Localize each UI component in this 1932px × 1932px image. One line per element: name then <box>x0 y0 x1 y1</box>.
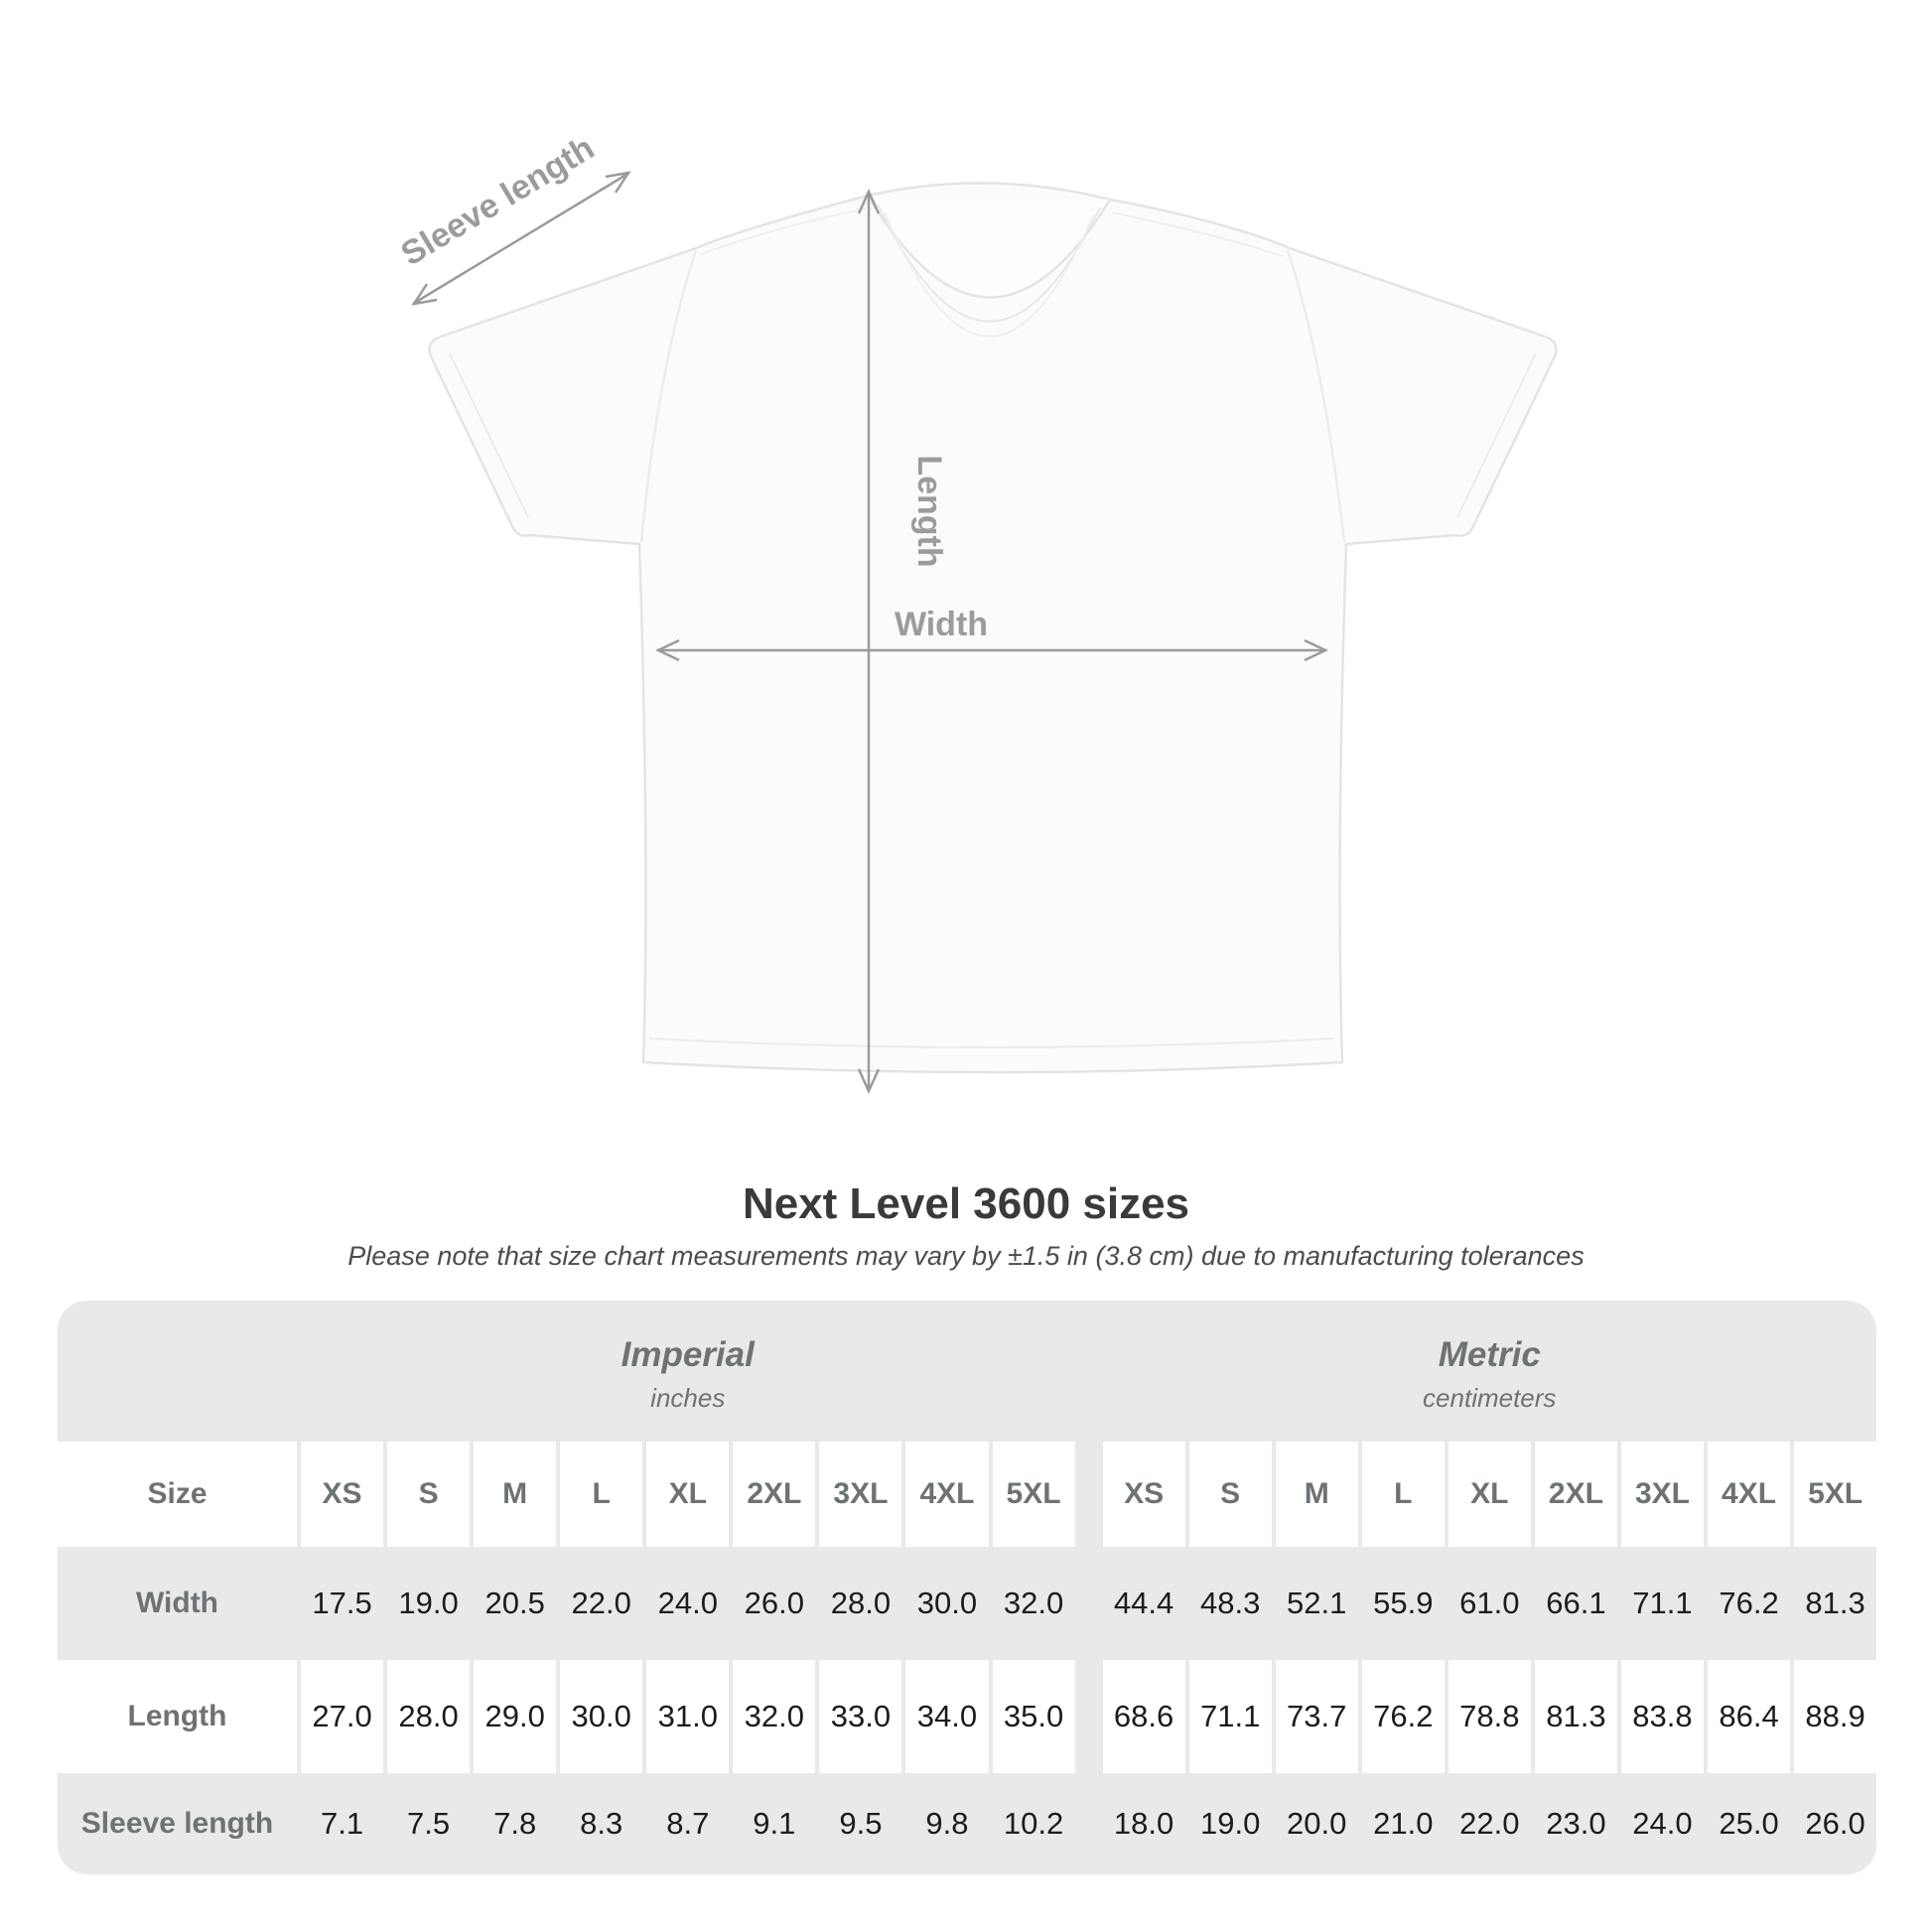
size-col-header: 4XL <box>905 1442 988 1547</box>
measurement-cell: 61.0 <box>1459 1586 1520 1620</box>
measurement-cell: 86.4 <box>1708 1660 1790 1773</box>
size-chart-table <box>58 1301 1876 1874</box>
measurement-cell: 48.3 <box>1199 1586 1261 1620</box>
measurement-cell: 7.5 <box>407 1806 451 1841</box>
size-col-header: S <box>1189 1442 1272 1547</box>
measurement-cell: 28.0 <box>830 1586 892 1620</box>
measurement-cell: 25.0 <box>1719 1806 1779 1841</box>
size-col-header: 2XL <box>733 1442 815 1547</box>
measurement-cell: 20.0 <box>1287 1806 1347 1841</box>
metric-header-unit: centimeters <box>1423 1382 1557 1413</box>
size-col-header: XS <box>1103 1442 1185 1547</box>
measurement-cell: 9.5 <box>839 1806 883 1841</box>
measurement-cell: 27.0 <box>301 1660 383 1773</box>
size-col-header: 3XL <box>819 1442 901 1547</box>
size-col-header: XS <box>301 1442 383 1547</box>
measurement-cell: 34.0 <box>905 1660 988 1773</box>
group-gap <box>1079 1773 1099 1874</box>
group-gap <box>1079 1301 1099 1442</box>
measurement-cell: 7.1 <box>320 1806 364 1841</box>
measurement-cell: 18.0 <box>1113 1806 1174 1841</box>
imperial-header-name: Imperial <box>621 1334 755 1374</box>
size-col-header: L <box>560 1442 642 1547</box>
size-col-header: 2XL <box>1535 1442 1617 1547</box>
measurement-cell: 26.0 <box>744 1586 805 1620</box>
measurement-cell: 78.8 <box>1449 1660 1531 1773</box>
sleeve-length-label: Sleeve length <box>394 128 602 274</box>
row-label: Sleeve length <box>80 1807 274 1840</box>
size-col-header: M <box>474 1442 556 1547</box>
imperial-header <box>301 1301 1075 1442</box>
measurement-cell: 33.0 <box>819 1660 901 1773</box>
measurement-cell: 23.0 <box>1546 1806 1606 1841</box>
size-col-header: XL <box>1449 1442 1531 1547</box>
length-row <box>58 1660 1876 1773</box>
measurement-cell: 17.5 <box>312 1586 372 1620</box>
measurement-cell: 7.8 <box>493 1806 537 1841</box>
row-label: Width <box>135 1587 219 1619</box>
measurement-cell: 55.9 <box>1373 1586 1434 1620</box>
measurement-cell: 32.0 <box>1003 1586 1064 1620</box>
measurement-cell: 22.0 <box>1459 1806 1520 1841</box>
group-gap <box>1079 1547 1099 1660</box>
measurement-cell: 29.0 <box>474 1660 556 1773</box>
size-col-header: S <box>387 1442 470 1547</box>
measurement-cell: 52.1 <box>1287 1586 1347 1620</box>
measurement-cell: 31.0 <box>646 1660 729 1773</box>
measurement-cell: 24.0 <box>657 1586 718 1620</box>
size-col-header: M <box>1276 1442 1358 1547</box>
row-label: Size <box>58 1442 297 1547</box>
imperial-header-unit: inches <box>650 1382 726 1413</box>
measurement-cell: 19.0 <box>398 1586 459 1620</box>
measurement-cell: 9.8 <box>925 1806 969 1841</box>
size-col-header: 5XL <box>1794 1442 1876 1547</box>
measurement-cell: 88.9 <box>1794 1660 1876 1773</box>
measurement-cell: 32.0 <box>733 1660 815 1773</box>
measurement-cell: 73.7 <box>1276 1660 1358 1773</box>
measurement-cell: 19.0 <box>1199 1806 1261 1841</box>
unit-header-row <box>58 1301 1876 1442</box>
group-gap <box>1079 1442 1099 1547</box>
tshirt-outline <box>430 183 1557 1072</box>
page-title: Next Level 3600 sizes <box>742 1179 1190 1228</box>
unit-header-spacer <box>58 1301 297 1442</box>
length-label: Length <box>910 455 948 568</box>
tolerance-note: Please note that size chart measurements may vary by ±1.5 in (3.8 cm) due to manufacturing tolerances <box>347 1241 1585 1271</box>
width-row <box>58 1547 1876 1660</box>
size-header-row <box>58 1442 1876 1547</box>
measurement-cell: 28.0 <box>387 1660 470 1773</box>
measurement-cell: 22.0 <box>571 1586 631 1620</box>
measurement-cell: 10.2 <box>1003 1806 1064 1841</box>
measurement-cell: 8.3 <box>580 1806 623 1841</box>
measurement-cell: 71.1 <box>1189 1660 1272 1773</box>
measurement-cell: 30.0 <box>560 1660 642 1773</box>
measurement-cell: 81.3 <box>1805 1586 1865 1620</box>
measurement-cell: 71.1 <box>1632 1586 1693 1620</box>
measurement-cell: 76.2 <box>1719 1586 1779 1620</box>
metric-header <box>1103 1301 1877 1442</box>
size-col-header: 5XL <box>993 1442 1075 1547</box>
measurement-cell: 44.4 <box>1113 1586 1174 1620</box>
measurement-cell: 83.8 <box>1621 1660 1704 1773</box>
size-col-header: 4XL <box>1708 1442 1790 1547</box>
measurement-cell: 35.0 <box>993 1660 1075 1773</box>
measurement-cell: 24.0 <box>1632 1806 1693 1841</box>
measurement-cell: 26.0 <box>1805 1806 1865 1841</box>
size-col-header: 3XL <box>1621 1442 1704 1547</box>
measurement-cell: 8.7 <box>666 1806 710 1841</box>
sleeve-length-row <box>58 1773 1876 1874</box>
row-label: Length <box>58 1660 297 1773</box>
group-gap <box>1079 1660 1099 1773</box>
measurement-cell: 9.1 <box>753 1806 796 1841</box>
measurement-cell: 20.5 <box>484 1586 545 1620</box>
measurement-cell: 76.2 <box>1362 1660 1445 1773</box>
width-label: Width <box>894 606 989 643</box>
measurement-cell: 68.6 <box>1103 1660 1185 1773</box>
size-col-header: L <box>1362 1442 1445 1547</box>
size-col-header: XL <box>646 1442 729 1547</box>
measurement-cell: 30.0 <box>916 1586 978 1620</box>
measurement-cell: 66.1 <box>1546 1586 1606 1620</box>
metric-header-name: Metric <box>1438 1334 1541 1374</box>
measurement-cell: 21.0 <box>1373 1806 1434 1841</box>
measurement-cell: 81.3 <box>1535 1660 1617 1773</box>
